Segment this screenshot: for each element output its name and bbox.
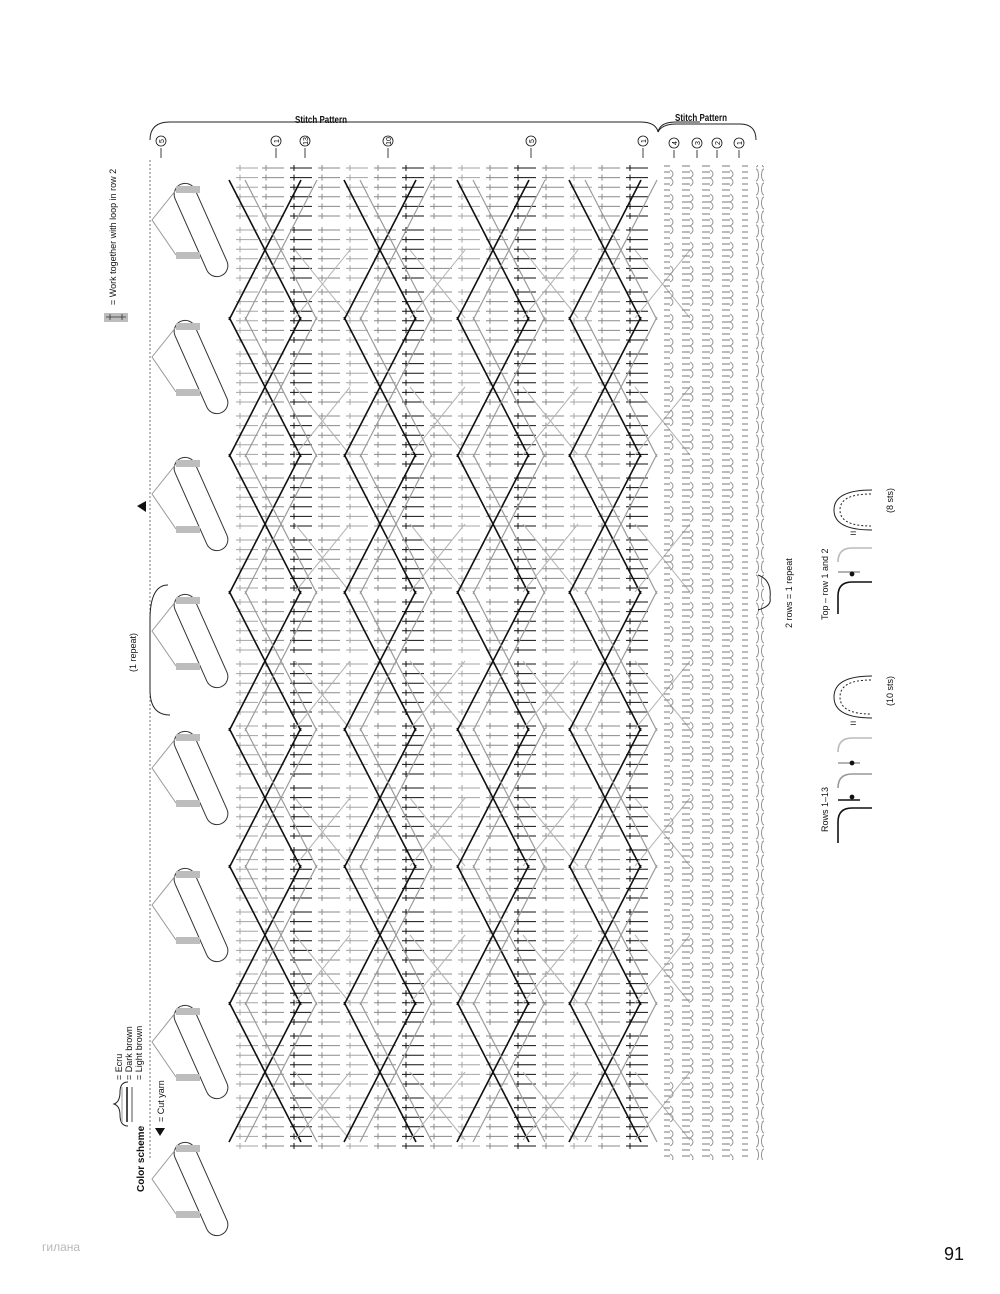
top-row-chain-loop <box>834 490 872 530</box>
work-together-mark <box>176 734 200 741</box>
work-together-mark <box>176 460 200 467</box>
work-together-mark <box>176 663 200 670</box>
edge-link <box>152 1149 176 1214</box>
edge-link <box>152 464 176 529</box>
work-together-mark <box>176 252 200 259</box>
stitch-pattern-header-main: Stitch Pattern <box>295 115 348 126</box>
cable-crossings <box>229 180 690 1142</box>
work-together-label: = Work together with loop in row 2 <box>108 168 118 305</box>
work-together-mark <box>176 323 200 330</box>
row-marker-number: 13 <box>303 137 310 145</box>
edge-loop <box>171 454 232 554</box>
ecru-label: = Ecru <box>114 1053 124 1080</box>
edge-loop <box>171 317 232 417</box>
side-pattern-area <box>664 165 748 1160</box>
two-rows-label: 2 rows = 1 repeat <box>784 558 794 628</box>
work-together-mark <box>176 526 200 533</box>
chain-column <box>756 165 764 1160</box>
top-rows-label: Top – row 1 and 2 <box>820 548 830 620</box>
side-pattern-columns <box>664 165 748 1160</box>
cut-yarn-label: = Cut yarn <box>156 1080 166 1122</box>
top-row-symbols <box>838 548 872 614</box>
rows-1-13-symbols <box>838 738 872 843</box>
rows-sts-label: (10 sts) <box>885 675 895 706</box>
main-brace <box>150 122 700 140</box>
color-brace <box>114 1082 128 1126</box>
work-together-mark <box>176 389 200 396</box>
work-together-mark <box>176 597 200 604</box>
row-marker-number: 10 <box>386 137 393 145</box>
work-together-mark <box>176 186 200 193</box>
edge-loop <box>171 1139 232 1239</box>
edge-link <box>152 327 176 392</box>
cut-yarn-legend-icon <box>155 1128 165 1136</box>
work-together-icon <box>104 313 128 322</box>
edge-loop <box>171 1002 232 1102</box>
work-together-mark <box>176 1211 200 1218</box>
chain-stitches <box>756 165 764 1160</box>
work-together-mark <box>176 1145 200 1152</box>
edge-loop <box>171 865 232 965</box>
row-marker-number: 5 <box>159 139 166 143</box>
edge-link <box>152 601 176 666</box>
row-markers <box>156 136 744 158</box>
page-number: 91 <box>944 1244 965 1264</box>
top-sts-label: (8 sts) <box>885 487 895 513</box>
stitch-pattern-header-side: Stitch Pattern <box>675 113 728 124</box>
row-marker-number: 1 <box>737 141 744 145</box>
watermark: гилана <box>42 1240 81 1254</box>
top-equals-1: = <box>850 528 857 540</box>
rows-1-13-chain-loop <box>834 676 872 718</box>
edge-loop <box>171 591 232 691</box>
cut-yarn-arrow-icon <box>137 501 146 512</box>
row-marker-number: 1 <box>641 139 648 143</box>
edge-loop <box>171 728 232 828</box>
work-together-mark <box>176 1074 200 1081</box>
row-marker-number: 4 <box>672 141 679 145</box>
row-marker-number: 2 <box>715 141 722 145</box>
work-together-mark <box>176 1008 200 1015</box>
dark-brown-label: = Dark brown <box>124 1026 134 1080</box>
row-marker-number: 1 <box>274 139 281 143</box>
repeat-brace <box>150 585 170 715</box>
rows-1-13-label: Rows 1–13 <box>820 786 830 832</box>
side-brace <box>658 124 756 140</box>
rows-equals: = <box>850 718 857 730</box>
edge-link <box>152 875 176 940</box>
header-braces <box>150 122 756 140</box>
row-marker-number: 5 <box>529 139 536 143</box>
work-together-mark <box>176 871 200 878</box>
work-together-mark <box>176 937 200 944</box>
edge-link <box>152 738 176 803</box>
edge-link <box>152 1012 176 1077</box>
light-brown-label: = Light brown <box>134 1025 144 1080</box>
row-marker-number: 3 <box>695 141 702 145</box>
work-together-mark <box>176 800 200 807</box>
color-scheme-label: Color scheme <box>136 1125 147 1192</box>
edge-loop <box>171 180 232 280</box>
repeat-label: (1 repeat) <box>128 632 138 672</box>
edge-link <box>152 190 176 255</box>
